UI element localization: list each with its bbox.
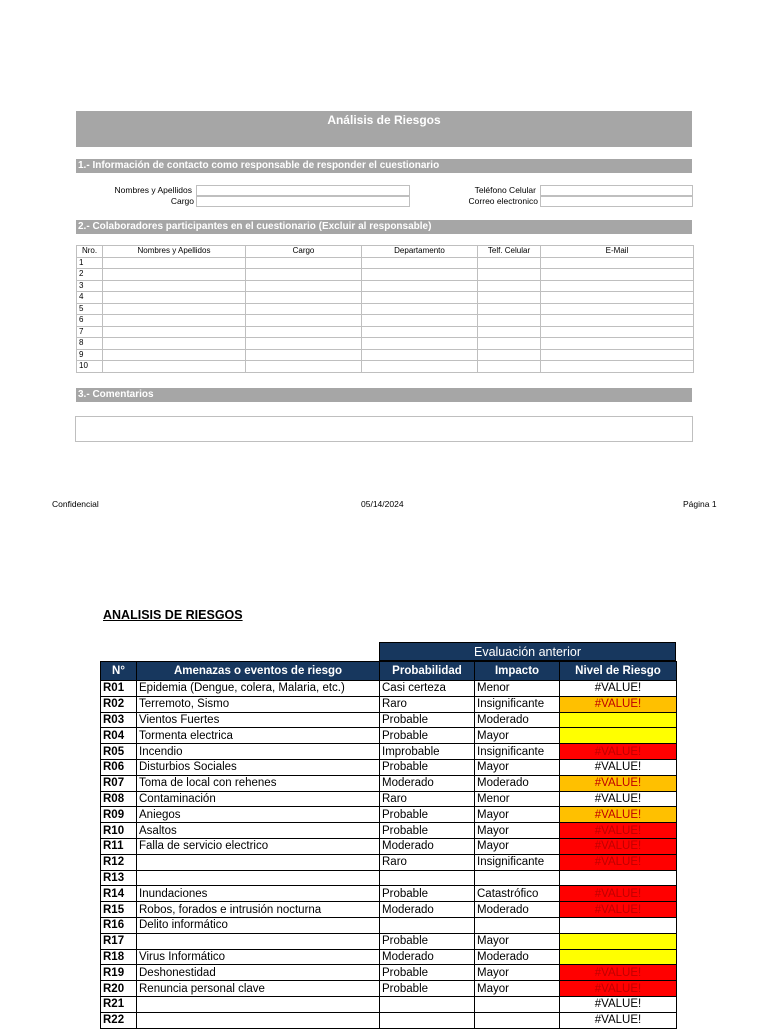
table-cell[interactable] — [246, 361, 362, 373]
header-departamento: Departamento — [362, 246, 478, 258]
table-row — [77, 338, 694, 350]
risk-threat: Robos, forados e intrusión nocturna — [137, 902, 380, 918]
risk-probability: Moderado — [380, 949, 475, 965]
table-cell[interactable] — [246, 303, 362, 315]
section-collaborators-header: 2.- Colaboradores participantes en el cuestionario (Excluir al responsable) — [76, 220, 692, 234]
risk-impact: Moderado — [475, 712, 560, 728]
risk-impact: Mayor — [475, 823, 560, 839]
table-cell[interactable] — [362, 361, 478, 373]
table-cell[interactable] — [478, 292, 541, 304]
risk-code: R06 — [101, 759, 137, 775]
table-cell[interactable] — [362, 280, 478, 292]
table-cell[interactable] — [541, 326, 694, 338]
evaluation-header: Evaluación anterior — [379, 642, 676, 661]
risk-probability: Probable — [380, 965, 475, 981]
risk-row — [101, 744, 677, 760]
table-cell[interactable] — [478, 257, 541, 269]
risk-level: #VALUE! — [560, 759, 677, 775]
risk-threat — [137, 933, 380, 949]
risk-level: #VALUE! — [560, 1012, 677, 1028]
risk-level: #VALUE! — [560, 681, 677, 697]
table-cell[interactable] — [541, 280, 694, 292]
risk-header-row — [101, 662, 677, 681]
label-nombres: Nombres y Apellidos — [114, 185, 192, 195]
table-row — [77, 280, 694, 292]
table-cell[interactable] — [362, 326, 478, 338]
risk-threat: Disturbios Sociales — [137, 759, 380, 775]
risk-code: R16 — [101, 917, 137, 933]
risk-probability: Moderado — [380, 775, 475, 791]
risk-row — [101, 949, 677, 965]
risk-code: R08 — [101, 791, 137, 807]
risk-code: R21 — [101, 996, 137, 1012]
risk-threat: Renuncia personal clave — [137, 981, 380, 997]
table-cell[interactable] — [103, 303, 246, 315]
table-cell[interactable] — [246, 292, 362, 304]
row-number: 2 — [77, 269, 103, 281]
header-probabilidad: Probabilidad — [380, 662, 475, 681]
table-cell[interactable] — [103, 361, 246, 373]
table-cell[interactable] — [246, 315, 362, 327]
risk-impact: Insignificante — [475, 696, 560, 712]
risk-probability: Probable — [380, 759, 475, 775]
risk-probability: Probable — [380, 712, 475, 728]
table-row — [77, 326, 694, 338]
table-cell[interactable] — [362, 349, 478, 361]
risk-threat — [137, 996, 380, 1012]
risk-level: #VALUE! — [560, 807, 677, 823]
risk-probability: Probable — [380, 728, 475, 744]
risk-impact: Menor — [475, 791, 560, 807]
risk-level: #VALUE! — [560, 744, 677, 760]
table-cell[interactable] — [541, 361, 694, 373]
row-number: 8 — [77, 338, 103, 350]
risk-probability: Raro — [380, 791, 475, 807]
row-number: 6 — [77, 315, 103, 327]
table-cell[interactable] — [246, 326, 362, 338]
risk-code: R01 — [101, 681, 137, 697]
risk-level: #VALUE! — [560, 823, 677, 839]
section-contact-header: 1.- Información de contacto como responsable de responder el cuestionario — [76, 159, 692, 173]
table-cell[interactable] — [541, 315, 694, 327]
risk-threat: Aniegos — [137, 807, 380, 823]
risk-table — [100, 661, 677, 1029]
risk-impact: Mayor — [475, 933, 560, 949]
correo-field[interactable] — [540, 196, 693, 207]
risk-probability: Probable — [380, 807, 475, 823]
risk-row — [101, 791, 677, 807]
table-row — [77, 292, 694, 304]
risk-row — [101, 917, 677, 933]
table-cell[interactable] — [246, 349, 362, 361]
row-number: 1 — [77, 257, 103, 269]
table-cell[interactable] — [246, 269, 362, 281]
row-number: 7 — [77, 326, 103, 338]
label-correo: Correo electronico — [468, 196, 538, 206]
risk-threat: Tormenta electrica — [137, 728, 380, 744]
risk-row — [101, 728, 677, 744]
section-comments-header: 3.- Comentarios — [76, 388, 692, 402]
row-number: 5 — [77, 303, 103, 315]
table-cell[interactable] — [246, 338, 362, 350]
risk-code: R04 — [101, 728, 137, 744]
risk-row — [101, 996, 677, 1012]
nombres-field[interactable] — [196, 185, 410, 196]
risk-row — [101, 933, 677, 949]
risk-probability: Improbable — [380, 744, 475, 760]
risk-level: #VALUE! — [560, 886, 677, 902]
risk-threat: Incendio — [137, 744, 380, 760]
table-cell[interactable] — [103, 326, 246, 338]
table-cell[interactable] — [478, 326, 541, 338]
row-number: 9 — [77, 349, 103, 361]
risk-level — [560, 917, 677, 933]
risk-code: R05 — [101, 744, 137, 760]
risk-level — [560, 870, 677, 886]
table-cell[interactable] — [478, 280, 541, 292]
table-cell[interactable] — [541, 269, 694, 281]
risk-code: R22 — [101, 1012, 137, 1028]
table-cell[interactable] — [246, 280, 362, 292]
table-cell[interactable] — [478, 269, 541, 281]
table-cell[interactable] — [103, 349, 246, 361]
risk-level: #VALUE! — [560, 791, 677, 807]
risk-threat: Epidemia (Dengue, colera, Malaria, etc.) — [137, 681, 380, 697]
header-impacto: Impacto — [475, 662, 560, 681]
table-cell[interactable] — [103, 338, 246, 350]
row-number: 3 — [77, 280, 103, 292]
risk-threat: Vientos Fuertes — [137, 712, 380, 728]
header-cargo: Cargo — [246, 246, 362, 258]
risk-impact: Mayor — [475, 981, 560, 997]
risk-row — [101, 886, 677, 902]
risk-code: R17 — [101, 933, 137, 949]
risk-level — [560, 728, 677, 744]
table-cell[interactable] — [103, 280, 246, 292]
risk-code: R20 — [101, 981, 137, 997]
risk-threat: Terremoto, Sismo — [137, 696, 380, 712]
risk-impact: Moderado — [475, 775, 560, 791]
risk-code: R18 — [101, 949, 137, 965]
risk-row — [101, 823, 677, 839]
risk-code: R07 — [101, 775, 137, 791]
risk-row — [101, 681, 677, 697]
risk-impact: Mayor — [475, 759, 560, 775]
risk-level: #VALUE! — [560, 996, 677, 1012]
risk-level — [560, 712, 677, 728]
collaborators-header-row — [77, 246, 694, 258]
risk-impact — [475, 917, 560, 933]
risk-probability — [380, 996, 475, 1012]
risk-threat — [137, 854, 380, 870]
row-number: 4 — [77, 292, 103, 304]
footer-page-number: Página 1 — [683, 499, 717, 509]
table-cell[interactable] — [478, 338, 541, 350]
risk-level: #VALUE! — [560, 838, 677, 854]
risk-impact: Mayor — [475, 728, 560, 744]
table-cell[interactable] — [362, 257, 478, 269]
table-cell[interactable] — [362, 338, 478, 350]
risk-level: #VALUE! — [560, 775, 677, 791]
risk-level — [560, 949, 677, 965]
table-cell[interactable] — [103, 257, 246, 269]
risk-impact: Mayor — [475, 965, 560, 981]
row-number: 10 — [77, 361, 103, 373]
risk-impact: Moderado — [475, 902, 560, 918]
risk-row — [101, 902, 677, 918]
risk-impact: Mayor — [475, 838, 560, 854]
header-numero: N° — [101, 662, 137, 681]
risk-probability — [380, 870, 475, 886]
risk-probability: Raro — [380, 696, 475, 712]
table-cell[interactable] — [541, 349, 694, 361]
form-title: Análisis de Riesgos — [76, 111, 692, 147]
table-row — [77, 315, 694, 327]
risk-threat: Falla de servicio electrico — [137, 838, 380, 854]
risk-probability: Probable — [380, 886, 475, 902]
risk-level — [560, 933, 677, 949]
table-cell[interactable] — [246, 257, 362, 269]
collaborators-table — [76, 245, 694, 373]
label-cargo: Cargo — [170, 196, 194, 206]
header-telf: Telf. Celular — [478, 246, 541, 258]
risk-impact: Insignificante — [475, 854, 560, 870]
risk-impact — [475, 870, 560, 886]
risk-impact: Menor — [475, 681, 560, 697]
risk-row — [101, 775, 677, 791]
risk-threat — [137, 1012, 380, 1028]
risk-code: R19 — [101, 965, 137, 981]
risk-threat: Contaminación — [137, 791, 380, 807]
risk-row — [101, 965, 677, 981]
table-cell[interactable] — [103, 315, 246, 327]
risk-level: #VALUE! — [560, 965, 677, 981]
risk-row — [101, 981, 677, 997]
risk-code: R10 — [101, 823, 137, 839]
header-nombres: Nombres y Apellidos — [103, 246, 246, 258]
table-cell[interactable] — [478, 349, 541, 361]
risk-probability — [380, 1012, 475, 1028]
cargo-field[interactable] — [196, 196, 410, 207]
telefono-field[interactable] — [540, 185, 693, 196]
risk-row — [101, 807, 677, 823]
risk-impact — [475, 1012, 560, 1028]
header-amenazas: Amenazas o eventos de riesgo — [137, 662, 380, 681]
risk-level: #VALUE! — [560, 696, 677, 712]
risk-row — [101, 854, 677, 870]
risk-impact: Mayor — [475, 807, 560, 823]
risk-probability: Probable — [380, 823, 475, 839]
comments-field[interactable] — [75, 416, 693, 442]
risk-row — [101, 759, 677, 775]
risk-threat: Virus Informático — [137, 949, 380, 965]
risk-probability: Probable — [380, 933, 475, 949]
table-cell[interactable] — [478, 315, 541, 327]
risk-impact: Moderado — [475, 949, 560, 965]
risk-row — [101, 696, 677, 712]
table-cell[interactable] — [103, 292, 246, 304]
risk-level: #VALUE! — [560, 981, 677, 997]
table-row — [77, 269, 694, 281]
risk-code: R09 — [101, 807, 137, 823]
risk-threat: Delito informático — [137, 917, 380, 933]
table-cell[interactable] — [362, 303, 478, 315]
risk-row — [101, 870, 677, 886]
risk-analysis-title: ANALISIS DE RIESGOS — [103, 608, 243, 622]
risk-threat — [137, 870, 380, 886]
risk-code: R13 — [101, 870, 137, 886]
risk-row — [101, 838, 677, 854]
table-cell[interactable] — [478, 303, 541, 315]
risk-probability: Raro — [380, 854, 475, 870]
table-cell[interactable] — [541, 257, 694, 269]
table-cell[interactable] — [478, 361, 541, 373]
risk-code: R02 — [101, 696, 137, 712]
table-row — [77, 257, 694, 269]
risk-probability: Casi certeza — [380, 681, 475, 697]
risk-threat: Inundaciones — [137, 886, 380, 902]
risk-row — [101, 1012, 677, 1028]
risk-probability: Probable — [380, 981, 475, 997]
risk-code: R12 — [101, 854, 137, 870]
table-row — [77, 349, 694, 361]
risk-impact: Catastrófico — [475, 886, 560, 902]
risk-impact: Insignificante — [475, 744, 560, 760]
table-cell[interactable] — [541, 338, 694, 350]
table-row — [77, 361, 694, 373]
footer-date: 05/14/2024 — [361, 499, 404, 509]
risk-threat: Toma de local con rehenes — [137, 775, 380, 791]
risk-level: #VALUE! — [560, 854, 677, 870]
risk-probability — [380, 917, 475, 933]
risk-probability: Moderado — [380, 902, 475, 918]
header-email: E-Mail — [541, 246, 694, 258]
risk-row — [101, 712, 677, 728]
risk-probability: Moderado — [380, 838, 475, 854]
risk-threat: Asaltos — [137, 823, 380, 839]
header-nro: Nro. — [77, 246, 103, 258]
table-cell[interactable] — [541, 303, 694, 315]
risk-code: R15 — [101, 902, 137, 918]
risk-code: R11 — [101, 838, 137, 854]
risk-code: R14 — [101, 886, 137, 902]
table-cell[interactable] — [362, 269, 478, 281]
risk-impact — [475, 996, 560, 1012]
footer-confidential: Confidencial — [52, 499, 99, 509]
risk-code: R03 — [101, 712, 137, 728]
table-cell[interactable] — [103, 269, 246, 281]
table-row — [77, 303, 694, 315]
risk-level: #VALUE! — [560, 902, 677, 918]
table-cell[interactable] — [362, 315, 478, 327]
table-cell[interactable] — [362, 292, 478, 304]
label-telefono: Teléfono Celular — [474, 185, 536, 195]
risk-threat: Deshonestidad — [137, 965, 380, 981]
table-cell[interactable] — [541, 292, 694, 304]
header-nivel: Nivel de Riesgo — [560, 662, 677, 681]
